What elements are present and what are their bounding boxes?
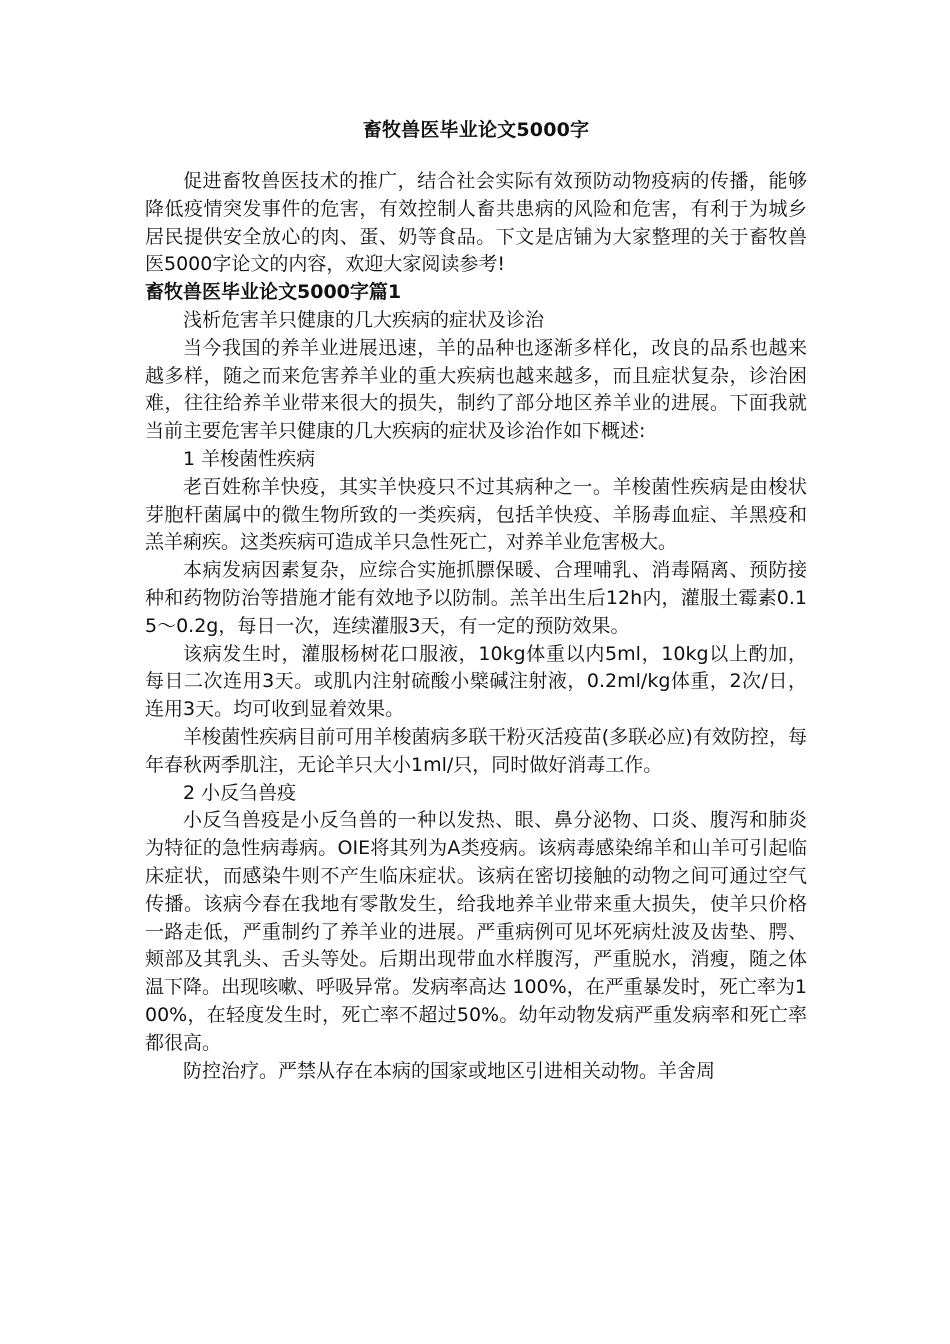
heading-ppr: 2 小反刍兽疫 xyxy=(183,781,297,804)
document-title: 畜牧兽医毕业论文5000字 xyxy=(362,119,590,141)
paragraph-ppr-control: 防控治疗。严禁从存在本病的国家或地区引进相关动物。羊舍周 xyxy=(183,1059,716,1082)
section-heading: 畜牧兽医毕业论文5000字篇1 xyxy=(145,281,402,304)
paragraph-clostridial-vaccine: 羊梭菌性疾病目前可用羊梭菌病多联干粉灭活疫苗(多联必应)有效防控，每年春秋两季肌注，无论羊只大小1ml/只，同时做好消毒工作。 xyxy=(145,725,807,776)
paragraph-clostridial-prevention: 本病发病因素复杂，应综合实施抓膘保暖、合理哺乳、消毒隔离、预防接种和药物防治等措施才能有效地予以防制。羔羊出生后12h内，灌服土霉素0.15～0.2g，每日一次，连续灌服3天，有一定的预防效果。 xyxy=(145,559,807,637)
paragraph-clostridial-intro: 老百姓称羊快疫，其实羊快疫只不过其病种之一。羊梭菌性疾病是由梭状芽胞杆菌属中的微生物所致的一类疾病，包括羊快疫、羊肠毒血症、羊黑疫和羔羊痢疾。这类疾病可造成羊只急性死亡，对养羊业危害极大。 xyxy=(145,475,807,554)
intro-paragraph: 促进畜牧兽医技术的推广，结合社会实际有效预防动物疫病的传播，能够降低疫情突发事件的危害，有效控制人畜共患病的风险和危害，有利于为城乡居民提供安全放心的肉、蛋、奶等食品。下文是店铺为大家整理的关于畜牧兽医5000字论文的内容，欢迎大家阅读参考! xyxy=(145,170,807,276)
heading-clostridial-disease: 1 羊梭菌性疾病 xyxy=(183,447,316,470)
paragraph-clostridial-treatment: 该病发生时，灌服杨树花口服液，10kg体重以内5ml，10kg以上酌加，每日二次连用3天。或肌内注射硫酸小檗碱注射液，0.2ml/kg体重，2次/日，连用3天。均可收到显着效果。 xyxy=(145,642,807,721)
document-page xyxy=(145,116,807,1085)
article-title: 浅析危害羊只健康的几大疾病的症状及诊治 xyxy=(183,308,545,331)
paragraph-overview: 当今我国的养羊业进展迅速，羊的品种也逐渐多样化，改良的品系也越来越多样，随之而来危害养羊业的重大疾病也越来越多，而且症状复杂，诊治困难，往往给养羊业带来很大的损失，制约了部分地区养羊业的进展。下面我就当前主要危害羊只健康的几大疾病的症状及诊治作如下概述: xyxy=(145,336,807,443)
paragraph-ppr-description: 小反刍兽疫是小反刍兽的一种以发热、眼、鼻分泌物、口炎、腹泻和肺炎为特征的急性病毒病。OIE将其列为A类疫病。该病毒感染绵羊和山羊可引起临床症状，而感染牛则不产生临床症状。该病在密切接触的动物之间可通过空气传播。该病今春在我地有零散发生，给我地养羊业带来重大损失，使羊只价格一路走低，严重制约了养羊业的进展。严重病例可见坏死病灶波及齿垫、腭、颊部及其乳头、舌头等处。后期出现带血水样腹泻，严重脱水，消瘦，随之体温下降。出现咳嗽、呼吸异常。发病率高达 100%，在严重暴发时，死亡率为100%，在轻度发生时，死亡率不超过50%。幼年动物发病严重发病率和死亡率都很高。 xyxy=(145,809,807,1054)
